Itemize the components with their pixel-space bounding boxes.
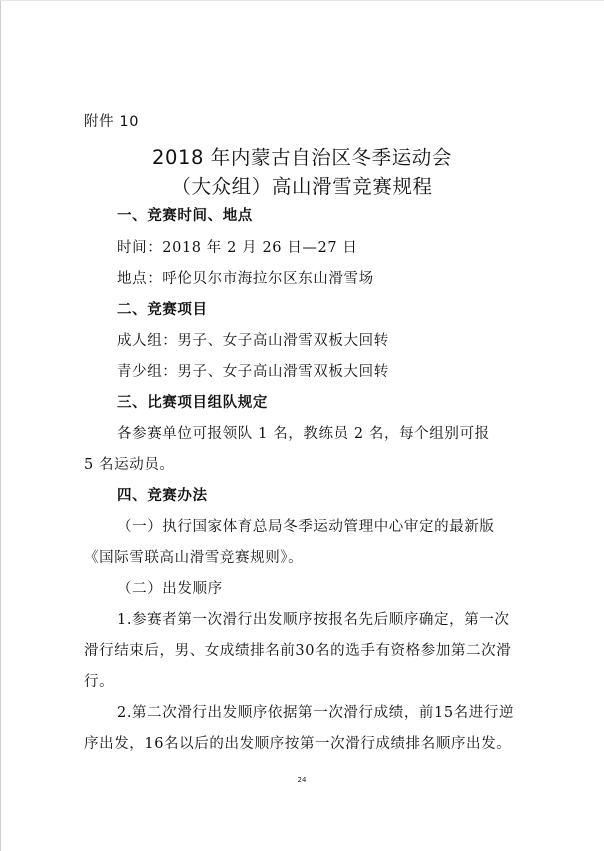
- adult-group-event: 成人组：男子、女子高山滑雪双板大回转: [117, 333, 389, 349]
- start-order-para-2-line-1: 2.第二次滑行出发顺序依据第一次滑行成绩，前15名进行逆: [117, 705, 515, 721]
- start-order-para-2-line-2: 序出发，16名以后的出发顺序按第一次滑行成绩排名顺序出发。: [84, 736, 512, 752]
- section-4-heading: 四、竞赛办法: [117, 488, 208, 504]
- start-order-para-1-line-2: 滑行结束后，男、女成绩排名前30名的选手有资格参加第二次滑: [84, 643, 512, 659]
- team-rule-line-2: 5 名运动员。: [84, 457, 175, 473]
- competition-place: 地点：呼伦贝尔市海拉尔区东山滑雪场: [117, 271, 374, 287]
- page-top-border: [0, 0, 604, 1]
- attachment-label: 附件 10: [84, 114, 140, 130]
- youth-group-event: 青少组：男子、女子高山滑雪双板大回转: [117, 364, 389, 380]
- document-title-line-2: （大众组）高山滑雪竞赛规程: [171, 175, 433, 198]
- start-order-heading: （二）出发顺序: [117, 581, 223, 597]
- team-rule-line-1: 各参赛单位可报领队 1 名，教练员 2 名，每个组别可报: [117, 426, 490, 442]
- start-order-para-1-line-3: 行。: [84, 674, 115, 690]
- rules-item-1-line-1: （一）执行国家体育总局冬季运动管理中心审定的最新版: [117, 519, 495, 535]
- document-title-line-1: 2018 年内蒙古自治区冬季运动会: [151, 146, 453, 169]
- rules-item-1-line-2: 《国际雪联高山滑雪竞赛规则》。: [84, 550, 304, 566]
- section-3-heading: 三、比赛项目组队规定: [117, 395, 268, 411]
- page-left-border: [0, 0, 1, 851]
- section-1-heading: 一、竞赛时间、地点: [117, 208, 253, 224]
- page-number: 24: [297, 776, 307, 784]
- start-order-para-1-line-1: 1.参赛者第一次滑行出发顺序按报名先后顺序确定，第一次: [117, 612, 510, 628]
- competition-time: 时间：2018 年 2 月 26 日—27 日: [117, 240, 358, 256]
- section-2-heading: 二、竞赛项目: [117, 302, 208, 318]
